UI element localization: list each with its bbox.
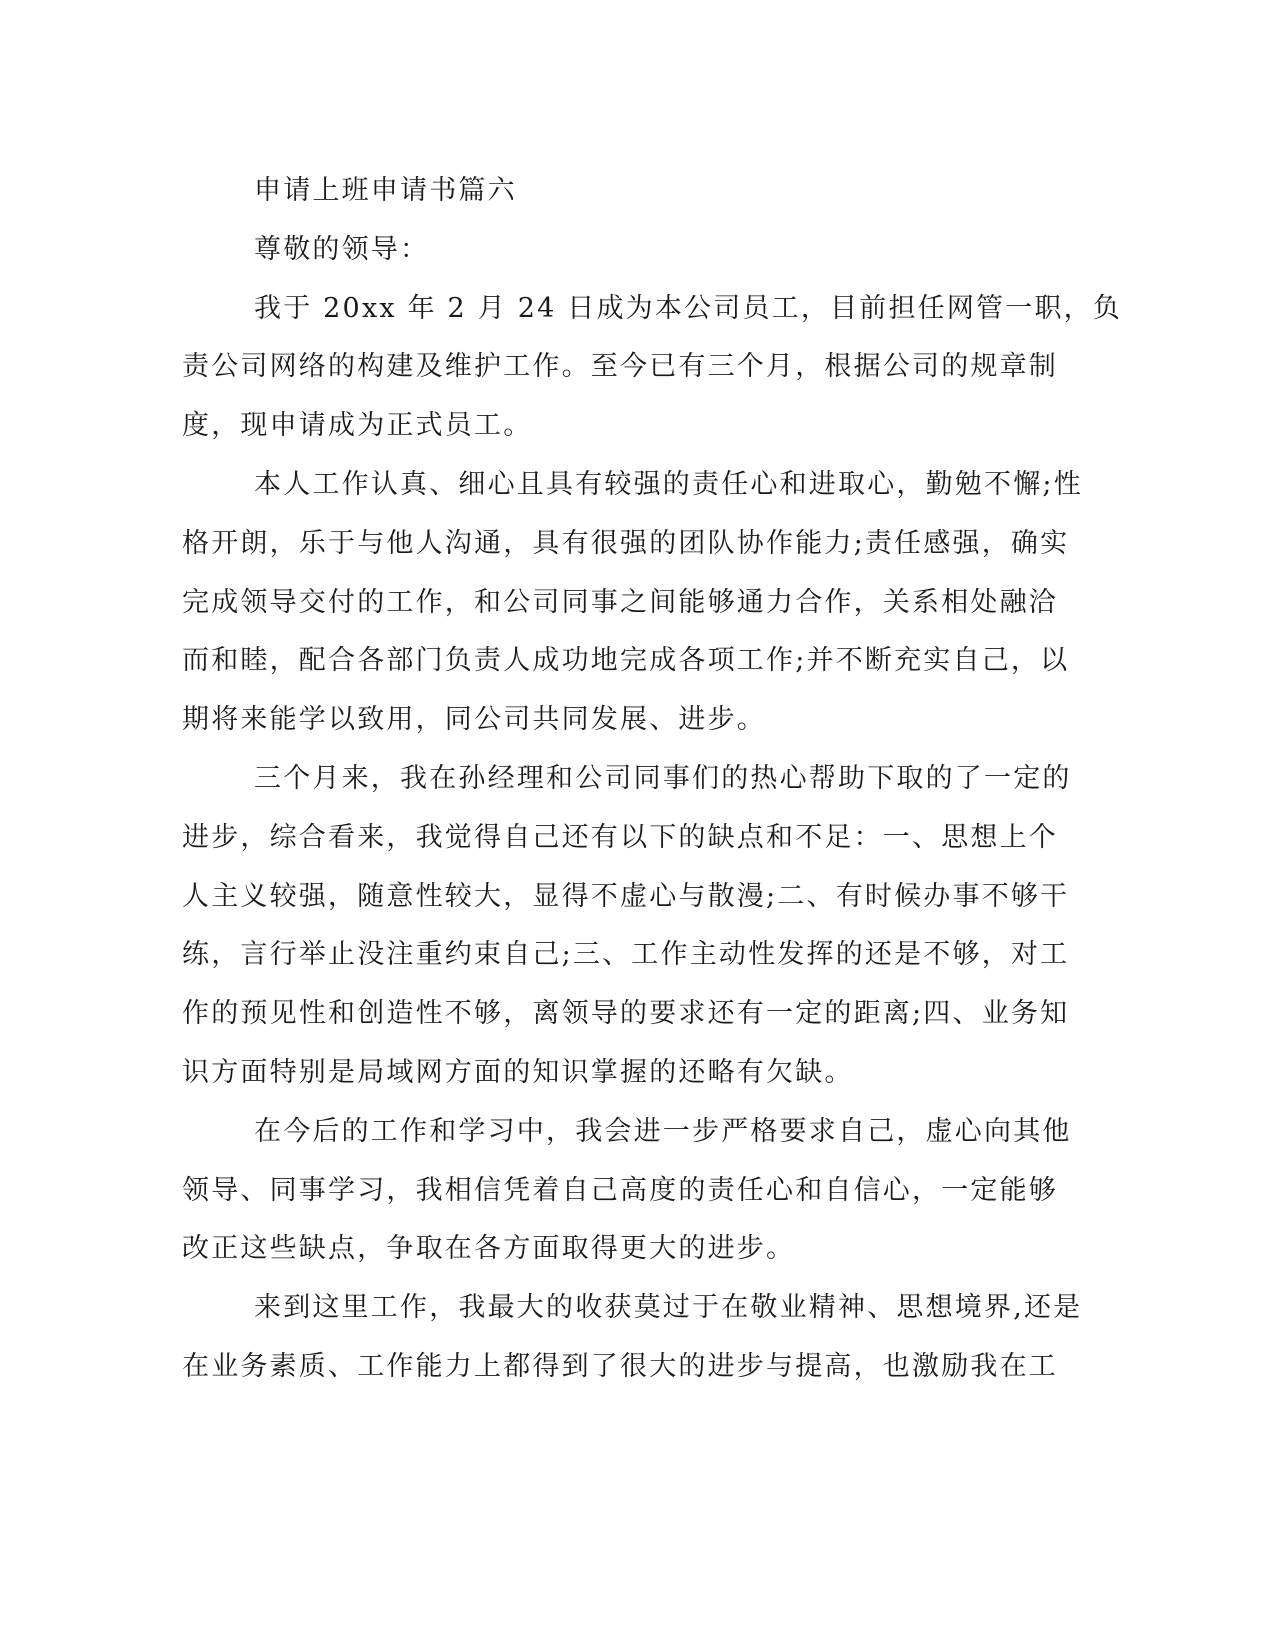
- paragraph-5: [182, 1279, 1083, 1397]
- paragraph-line: 识方面特别是局域网方面的知识掌握的还略有欠缺。: [182, 1056, 854, 1088]
- paragraph-line: 完成领导交付的工作，和公司同事之间能够通力合作，关系相处融洽: [182, 586, 1058, 618]
- document-title: 申请上班申请书篇六: [254, 175, 517, 206]
- salutation: 尊敬的领导：: [254, 233, 430, 265]
- paragraph-line: 领导、同事学习，我相信凭着自己高度的责任心和自信心，一定能够: [182, 1174, 1058, 1206]
- paragraph-4: [182, 1103, 1072, 1279]
- paragraph-line: 三个月来，我在孙经理和公司同事们的热心帮助下取的了一定的: [254, 762, 1072, 794]
- paragraph-line: 格开朗，乐于与他人沟通，具有很强的团队协作能力;责任感强，确实: [182, 527, 1070, 559]
- paragraph-3: [182, 750, 1072, 1103]
- paragraph-line: 我于 20xx 年 2 月 24 日成为本公司员工，目前担任网管一职，负: [254, 292, 1123, 324]
- document-body: [182, 162, 1123, 1397]
- paragraph-line: 而和睦，配合各部门负责人成功地完成各项工作;并不断充实自己，以: [182, 645, 1070, 677]
- paragraph-line: 进步，综合看来，我觉得自己还有以下的缺点和不足：一、思想上个: [182, 821, 1058, 853]
- paragraph-line: 作的预见性和创造性不够，离领导的要求还有一定的距离;四、业务知: [182, 998, 1070, 1030]
- paragraph-line: 人主义较强，随意性较大，显得不虚心与散漫;二、有时候办事不够干: [182, 880, 1070, 912]
- paragraph-line: 责公司网络的构建及维护工作。至今已有三个月，根据公司的规章制: [182, 351, 1058, 383]
- paragraph-line: 度，现申请成为正式员工。: [182, 410, 533, 442]
- paragraph-line: 练，言行举止没注重约束自己;三、工作主动性发挥的还是不够，对工: [182, 939, 1070, 971]
- paragraph-line: 改正这些缺点，争取在各方面取得更大的进步。: [182, 1233, 796, 1265]
- paragraph-line: 期将来能学以致用，同公司共同发展、进步。: [182, 704, 766, 736]
- paragraph-line: 来到这里工作，我最大的收获莫过于在敬业精神、思想境界,还是: [254, 1292, 1083, 1324]
- paragraph-line: 在今后的工作和学习中，我会进一步严格要求自己，虚心向其他: [254, 1115, 1072, 1147]
- paragraph-line: 本人工作认真、细心且具有较强的责任心和进取心，勤勉不懈;性: [254, 468, 1083, 500]
- paragraph-line: 在业务素质、工作能力上都得到了很大的进步与提高，也激励我在工: [182, 1350, 1058, 1382]
- paragraph-1: [182, 280, 1123, 456]
- paragraph-2: [182, 456, 1083, 750]
